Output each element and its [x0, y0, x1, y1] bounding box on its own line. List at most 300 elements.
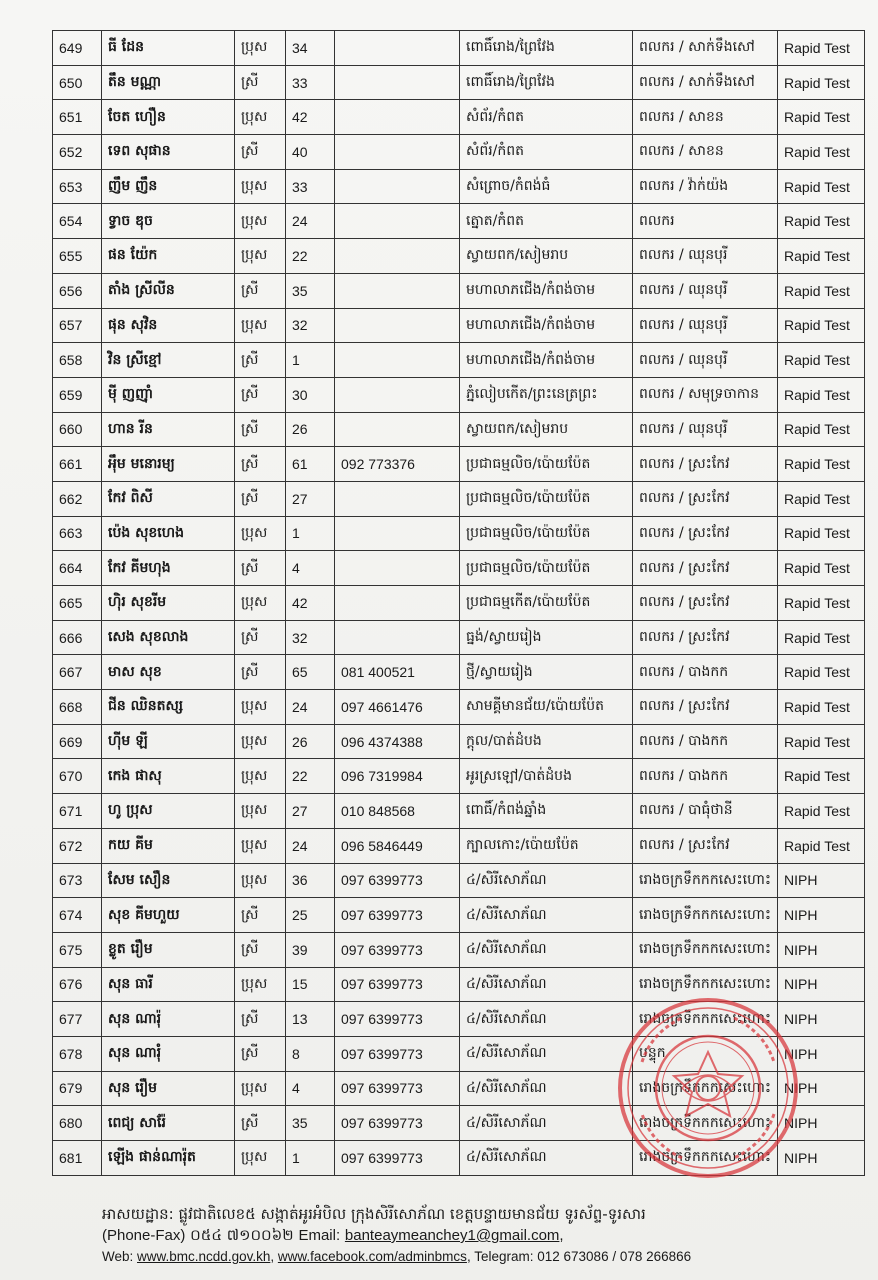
patient-sex: ប្រុស	[235, 794, 286, 829]
row-number: 678	[53, 1036, 102, 1071]
patient-sex: ស្រី	[235, 412, 286, 447]
patient-occupation: ពលករ / ស្រះកែវ	[633, 481, 778, 516]
patient-occupation: រោងចក្រទឹកកកសេះហោះ	[633, 967, 778, 1002]
patient-occupation: ពលករ / ឈុនបុរី	[633, 273, 778, 308]
patient-age: 8	[286, 1036, 335, 1071]
patient-address: សំព័រ/កំពត	[460, 135, 633, 170]
patient-sex: ប្រុស	[235, 828, 286, 863]
test-type: Rapid Test	[778, 655, 865, 690]
patient-phone	[335, 343, 460, 378]
patient-sex: ប្រុស	[235, 31, 286, 66]
table-row	[53, 447, 865, 482]
patient-occupation: ពលករ / ស្រះកែវ	[633, 828, 778, 863]
patient-sex: ស្រី	[235, 135, 286, 170]
row-number: 653	[53, 169, 102, 204]
patient-occupation: ពលករ / ឈុនបុរី	[633, 412, 778, 447]
table-row	[53, 794, 865, 829]
patient-address: ៤/សិរីសោភ័ណ	[460, 1002, 633, 1037]
patient-age: 25	[286, 898, 335, 933]
patient-sex: ស្រី	[235, 343, 286, 378]
patient-age: 22	[286, 239, 335, 274]
row-number: 669	[53, 724, 102, 759]
row-number: 674	[53, 898, 102, 933]
row-number: 680	[53, 1106, 102, 1141]
row-number: 650	[53, 65, 102, 100]
patient-sex: ប្រុស	[235, 690, 286, 725]
patient-phone	[335, 516, 460, 551]
patient-age: 26	[286, 724, 335, 759]
patient-sex: ប្រុស	[235, 586, 286, 621]
table-row	[53, 135, 865, 170]
table-row	[53, 620, 865, 655]
row-number: 676	[53, 967, 102, 1002]
patient-name: ខ្លូត រឿម	[102, 932, 235, 967]
patient-address: ពោធិ៍រោង/ព្រៃវែង	[460, 65, 633, 100]
patient-occupation: ពលករ / បាងកក	[633, 724, 778, 759]
patient-name: ទេព សុផាន	[102, 135, 235, 170]
table-row	[53, 724, 865, 759]
patient-sex: ស្រី	[235, 65, 286, 100]
patient-address: ប្រជាធម្មលិច/ប៉ោយប៉ែត	[460, 516, 633, 551]
row-number: 652	[53, 135, 102, 170]
patient-age: 61	[286, 447, 335, 482]
patient-occupation: ពលករ / ស្រះកែវ	[633, 516, 778, 551]
patient-address: ប្រជាធម្មលិច/ប៉ោយប៉ែត	[460, 551, 633, 586]
patient-sex: ស្រី	[235, 481, 286, 516]
patient-sex: ស្រី	[235, 1106, 286, 1141]
patient-name: ហ៊ិរ សុខរីម	[102, 586, 235, 621]
row-number: 665	[53, 586, 102, 621]
patient-age: 33	[286, 169, 335, 204]
table-row	[53, 343, 865, 378]
patient-occupation: ពលករ / ឈុនបុរី	[633, 308, 778, 343]
patient-age: 1	[286, 516, 335, 551]
patient-sex: ប្រុស	[235, 724, 286, 759]
table-row	[53, 551, 865, 586]
footer-web-label: Web:	[102, 1249, 134, 1264]
patient-occupation: ពលករ / បាងកក	[633, 655, 778, 690]
patient-phone	[335, 308, 460, 343]
row-number: 654	[53, 204, 102, 239]
patient-occupation: ពលករ / សាខន	[633, 135, 778, 170]
patient-age: 22	[286, 759, 335, 794]
test-type: Rapid Test	[778, 794, 865, 829]
test-type: Rapid Test	[778, 551, 865, 586]
patient-name: ពេជ្យ សារ៉ែ	[102, 1106, 235, 1141]
letterhead-footer	[102, 1204, 862, 1267]
table-row	[53, 1106, 865, 1141]
patient-sex: ស្រី	[235, 1002, 286, 1037]
patient-phone	[335, 31, 460, 66]
roster-body	[53, 31, 865, 1176]
table-row	[53, 690, 865, 725]
patient-phone	[335, 377, 460, 412]
patient-sex: ប្រុស	[235, 239, 286, 274]
test-type: Rapid Test	[778, 169, 865, 204]
patient-age: 1	[286, 1141, 335, 1176]
patient-name: ទ្វាច ឌុច	[102, 204, 235, 239]
patient-age: 24	[286, 204, 335, 239]
patient-phone: 097 6399773	[335, 1141, 460, 1176]
patient-occupation: ពលករ / ឈុនបុរី	[633, 239, 778, 274]
patient-address: ៤/សិរីសោភ័ណ	[460, 1036, 633, 1071]
test-type: Rapid Test	[778, 690, 865, 725]
test-type: Rapid Test	[778, 204, 865, 239]
patient-age: 32	[286, 308, 335, 343]
patient-occupation: ពលករ / ស្រះកែវ	[633, 551, 778, 586]
test-type: Rapid Test	[778, 343, 865, 378]
patient-name: អុឹម មនោរម្យ	[102, 447, 235, 482]
patient-age: 26	[286, 412, 335, 447]
patient-phone	[335, 586, 460, 621]
row-number: 672	[53, 828, 102, 863]
test-type: Rapid Test	[778, 724, 865, 759]
patient-name: សុន ណារ៉ុ	[102, 1002, 235, 1037]
table-row	[53, 586, 865, 621]
table-row	[53, 1036, 865, 1071]
patient-name: ប៉េង សុខហេង	[102, 516, 235, 551]
row-number: 658	[53, 343, 102, 378]
patient-age: 15	[286, 967, 335, 1002]
patient-phone: 092 773376	[335, 447, 460, 482]
patient-name: កយ គីម	[102, 828, 235, 863]
table-row	[53, 308, 865, 343]
patient-address: មហាលាភជើង/កំពង់ចាម	[460, 308, 633, 343]
patient-phone	[335, 273, 460, 308]
test-type: Rapid Test	[778, 586, 865, 621]
patient-name: កែវ ពិសី	[102, 481, 235, 516]
patient-address: ស្វាយពក/សៀមរាប	[460, 412, 633, 447]
table-row	[53, 65, 865, 100]
patient-sex: ប្រុស	[235, 204, 286, 239]
patient-age: 4	[286, 1071, 335, 1106]
test-type: NIPH	[778, 1002, 865, 1037]
patient-occupation: ពលករ / ស្រះកែវ	[633, 586, 778, 621]
footer-web-link[interactable]: www.bmc.ncdd.gov.kh	[137, 1249, 271, 1264]
patient-sex: ស្រី	[235, 447, 286, 482]
footer-facebook-link[interactable]: www.facebook.com/adminbmcs	[277, 1249, 467, 1264]
patient-sex: ស្រី	[235, 273, 286, 308]
table-row	[53, 412, 865, 447]
patient-phone	[335, 135, 460, 170]
table-row	[53, 273, 865, 308]
table-row	[53, 759, 865, 794]
test-type: Rapid Test	[778, 481, 865, 516]
patient-name: ផុន សុវិន	[102, 308, 235, 343]
patient-address: ៤/សិរីសោភ័ណ	[460, 898, 633, 933]
patient-address: ថ្មី/ស្វាយរៀង	[460, 655, 633, 690]
footer-phone-fax-number: ០៥៤ ៧១០០៦២	[190, 1226, 294, 1244]
patient-age: 42	[286, 586, 335, 621]
patient-phone: 081 400521	[335, 655, 460, 690]
row-number: 664	[53, 551, 102, 586]
patient-sex: ប្រុស	[235, 1071, 286, 1106]
patient-occupation: ពលករ / ស្រះកែវ	[633, 447, 778, 482]
patient-address: សំព័រ/កំពត	[460, 100, 633, 135]
patient-name: ធី ដែន	[102, 31, 235, 66]
patient-sex: ស្រី	[235, 655, 286, 690]
patient-name: ចែត ហឿន	[102, 100, 235, 135]
patient-name: កែវ គីមហុង	[102, 551, 235, 586]
test-type: Rapid Test	[778, 412, 865, 447]
patient-age: 13	[286, 1002, 335, 1037]
row-number: 649	[53, 31, 102, 66]
patient-name: សុខ គីមហួយ	[102, 898, 235, 933]
patient-phone: 096 5846449	[335, 828, 460, 863]
patient-address: ៤/សិរីសោភ័ណ	[460, 1071, 633, 1106]
footer-telegram-label: Telegram:	[474, 1249, 534, 1264]
patient-phone	[335, 620, 460, 655]
patient-phone	[335, 551, 460, 586]
row-number: 675	[53, 932, 102, 967]
patient-age: 40	[286, 135, 335, 170]
patient-sex: ប្រុស	[235, 967, 286, 1002]
patient-occupation: ពលករ / វ៉ាក់យ៉ង	[633, 169, 778, 204]
patient-occupation: រោងចក្រទឹកកកសេះហោះ	[633, 1141, 778, 1176]
patient-address: ពោធិ៍រោង/ព្រៃវែង	[460, 31, 633, 66]
patient-name: ហ៊ីម ឡី	[102, 724, 235, 759]
row-number: 673	[53, 863, 102, 898]
patient-phone	[335, 100, 460, 135]
patient-occupation: បន្ទុក	[633, 1036, 778, 1071]
patient-age: 42	[286, 100, 335, 135]
footer-address-line	[102, 1204, 862, 1225]
patient-age: 39	[286, 932, 335, 967]
row-number: 663	[53, 516, 102, 551]
patient-phone: 097 6399773	[335, 898, 460, 933]
table-row	[53, 377, 865, 412]
patient-age: 30	[286, 377, 335, 412]
patient-phone	[335, 65, 460, 100]
patient-sex: ស្រី	[235, 620, 286, 655]
patient-age: 34	[286, 31, 335, 66]
patient-phone	[335, 239, 460, 274]
patient-name: សេង សុខលាង	[102, 620, 235, 655]
table-row	[53, 100, 865, 135]
patient-roster-table	[52, 30, 865, 1176]
patient-age: 1	[286, 343, 335, 378]
patient-sex: ប្រុស	[235, 308, 286, 343]
patient-name: ម៉ី ញញ៉ាំ	[102, 377, 235, 412]
row-number: 667	[53, 655, 102, 690]
table-row	[53, 863, 865, 898]
patient-age: 27	[286, 481, 335, 516]
patient-address: ៤/សិរីសោភ័ណ	[460, 1106, 633, 1141]
row-number: 666	[53, 620, 102, 655]
patient-address: ប្រជាធម្មលិច/ប៉ោយប៉ែត	[460, 447, 633, 482]
test-type: Rapid Test	[778, 135, 865, 170]
patient-occupation: រោងចក្រទឹកកកសេះហោះ	[633, 1002, 778, 1037]
patient-occupation: ពលករ / សាក់ទឹងសៅ	[633, 31, 778, 66]
patient-age: 32	[286, 620, 335, 655]
patient-address: សំព្រោច/កំពង់ធំ	[460, 169, 633, 204]
patient-name: តាំង ស្រីលីន	[102, 273, 235, 308]
table-row	[53, 967, 865, 1002]
patient-occupation: ពលករ / ស្រះកែវ	[633, 620, 778, 655]
table-row	[53, 1071, 865, 1106]
patient-phone: 097 6399773	[335, 1071, 460, 1106]
patient-occupation: រោងចក្រទឹកកកសេះហោះ	[633, 1071, 778, 1106]
patient-address: ពោធិ៍/កំពង់ឆ្នាំង	[460, 794, 633, 829]
patient-name: សែម សឿន	[102, 863, 235, 898]
patient-name: សុន ណារុំ	[102, 1036, 235, 1071]
test-type: Rapid Test	[778, 828, 865, 863]
test-type: Rapid Test	[778, 65, 865, 100]
table-row	[53, 655, 865, 690]
table-row	[53, 932, 865, 967]
row-number: 662	[53, 481, 102, 516]
patient-phone: 097 6399773	[335, 967, 460, 1002]
patient-address: មហាលាភជើង/កំពង់ចាម	[460, 343, 633, 378]
patient-sex: ប្រុស	[235, 1141, 286, 1176]
footer-email-link[interactable]: banteaymeanchey1@gmail.com	[344, 1227, 560, 1244]
row-number: 655	[53, 239, 102, 274]
patient-address: ត្នោត/កំពត	[460, 204, 633, 239]
test-type: Rapid Test	[778, 31, 865, 66]
patient-address: អូរស្រឡៅ/បាត់ដំបង	[460, 759, 633, 794]
row-number: 679	[53, 1071, 102, 1106]
test-type: Rapid Test	[778, 516, 865, 551]
patient-age: 24	[286, 828, 335, 863]
patient-occupation: ពលករ / ឈុនបុរី	[633, 343, 778, 378]
patient-phone: 096 4374388	[335, 724, 460, 759]
row-number: 671	[53, 794, 102, 829]
patient-occupation: ពលករ / សាខន	[633, 100, 778, 135]
patient-age: 4	[286, 551, 335, 586]
patient-occupation: ពលករ / សាក់ទឹងសៅ	[633, 65, 778, 100]
patient-sex: ស្រី	[235, 932, 286, 967]
row-number: 677	[53, 1002, 102, 1037]
patient-address: ៤/សិរីសោភ័ណ	[460, 932, 633, 967]
row-number: 681	[53, 1141, 102, 1176]
patient-address: ស្វាយពក/សៀមរាប	[460, 239, 633, 274]
patient-occupation: ពលករ / សមុទ្រចាកាន	[633, 377, 778, 412]
footer-web-line: Web: www.bmc.ncdd.gov.kh, www.facebook.com/adminbmcs, Telegram: 012 673086 / 078 266866	[102, 1249, 692, 1264]
table-row	[53, 481, 865, 516]
patient-sex: ស្រី	[235, 551, 286, 586]
patient-phone: 097 6399773	[335, 1106, 460, 1141]
row-number: 656	[53, 273, 102, 308]
row-number: 651	[53, 100, 102, 135]
patient-name: សុន រឿម	[102, 1071, 235, 1106]
patient-occupation: ពលករ / បាធុំថានី	[633, 794, 778, 829]
patient-age: 33	[286, 65, 335, 100]
patient-address: មហាលាភជើង/កំពង់ចាម	[460, 273, 633, 308]
patient-sex: ប្រុស	[235, 100, 286, 135]
table-row	[53, 1141, 865, 1176]
footer-phone-fax-label: (Phone-Fax)	[102, 1227, 186, 1244]
patient-name: ហាន រីន	[102, 412, 235, 447]
patient-phone	[335, 204, 460, 239]
patient-occupation: ពលករ / បាងកក	[633, 759, 778, 794]
test-type: Rapid Test	[778, 620, 865, 655]
test-type: NIPH	[778, 863, 865, 898]
patient-sex: ប្រុស	[235, 169, 286, 204]
patient-address: ភ្នំលៀបកើត/ព្រះនេត្រព្រះ	[460, 377, 633, 412]
patient-phone: 097 6399773	[335, 863, 460, 898]
test-type: Rapid Test	[778, 100, 865, 135]
patient-name: ឡើង ផាន់ណារ៉ុត	[102, 1141, 235, 1176]
patient-phone: 097 6399773	[335, 932, 460, 967]
test-type: NIPH	[778, 1036, 865, 1071]
row-number: 661	[53, 447, 102, 482]
table-row	[53, 169, 865, 204]
patient-name: វិន ស្រីខ្មៅ	[102, 343, 235, 378]
patient-name: កេង ផាសុ	[102, 759, 235, 794]
patient-sex: ស្រី	[235, 898, 286, 933]
patient-address: ប្រជាធម្មកើត/ប៉ោយប៉ែត	[460, 586, 633, 621]
patient-address: ធ្នង់/ស្វាយរៀង	[460, 620, 633, 655]
test-type: Rapid Test	[778, 308, 865, 343]
test-type: NIPH	[778, 1106, 865, 1141]
patient-age: 24	[286, 690, 335, 725]
patient-age: 36	[286, 863, 335, 898]
patient-phone: 097 6399773	[335, 1036, 460, 1071]
patient-name: ហូ ប្រុស	[102, 794, 235, 829]
patient-name: ញឹម ញឹន	[102, 169, 235, 204]
patient-sex: ស្រី	[235, 377, 286, 412]
row-number: 657	[53, 308, 102, 343]
patient-sex: ស្រី	[235, 1036, 286, 1071]
test-type: Rapid Test	[778, 759, 865, 794]
patient-name: ផន យ៉ែក	[102, 239, 235, 274]
patient-sex: ប្រុស	[235, 516, 286, 551]
patient-age: 35	[286, 273, 335, 308]
patient-sex: ប្រុស	[235, 863, 286, 898]
row-number: 660	[53, 412, 102, 447]
patient-occupation: រោងចក្រទឹកកកសេះហោះ	[633, 932, 778, 967]
footer-contact-line: (Phone-Fax) ០៥៤ ៧១០០៦២ Email: banteaymeanchey1@gmail.com,	[102, 1226, 564, 1244]
test-type: NIPH	[778, 967, 865, 1002]
test-type: NIPH	[778, 1141, 865, 1176]
patient-address: សាមគ្គីមានជ័យ/ប៉ោយប៉ែត	[460, 690, 633, 725]
patient-phone	[335, 412, 460, 447]
test-type: Rapid Test	[778, 447, 865, 482]
table-row	[53, 516, 865, 551]
test-type: NIPH	[778, 1071, 865, 1106]
test-type: NIPH	[778, 898, 865, 933]
row-number: 668	[53, 690, 102, 725]
patient-name: តឹន មណ្ណា	[102, 65, 235, 100]
patient-occupation: ពលករ / ស្រះកែវ	[633, 690, 778, 725]
patient-address: ៤/សិរីសោភ័ណ	[460, 967, 633, 1002]
table-row	[53, 1002, 865, 1037]
patient-occupation: រោងចក្រទឹកកកសេះហោះ	[633, 898, 778, 933]
patient-age: 27	[286, 794, 335, 829]
footer-email-label: Email:	[298, 1227, 341, 1244]
test-type: Rapid Test	[778, 377, 865, 412]
patient-phone: 010 848568	[335, 794, 460, 829]
table-row	[53, 898, 865, 933]
patient-name: ជីន ឈិនតស្ស	[102, 690, 235, 725]
test-type: Rapid Test	[778, 273, 865, 308]
patient-address: ៤/សិរីសោភ័ណ	[460, 1141, 633, 1176]
table-row	[53, 239, 865, 274]
patient-address: ក្តុល/បាត់ដំបង	[460, 724, 633, 759]
row-number: 670	[53, 759, 102, 794]
table-row	[53, 828, 865, 863]
test-type: NIPH	[778, 932, 865, 967]
patient-address: ៤/សិរីសោភ័ណ	[460, 863, 633, 898]
patient-phone	[335, 481, 460, 516]
patient-occupation: រោងចក្រទឹកកកសេះហោះ	[633, 863, 778, 898]
patient-age: 35	[286, 1106, 335, 1141]
patient-occupation: រោងចក្រទឹកកកសេះហោះ	[633, 1106, 778, 1141]
patient-address: ក្បាលកោះ/ប៉ោយប៉ែត	[460, 828, 633, 863]
patient-age: 65	[286, 655, 335, 690]
test-type: Rapid Test	[778, 239, 865, 274]
row-number: 659	[53, 377, 102, 412]
